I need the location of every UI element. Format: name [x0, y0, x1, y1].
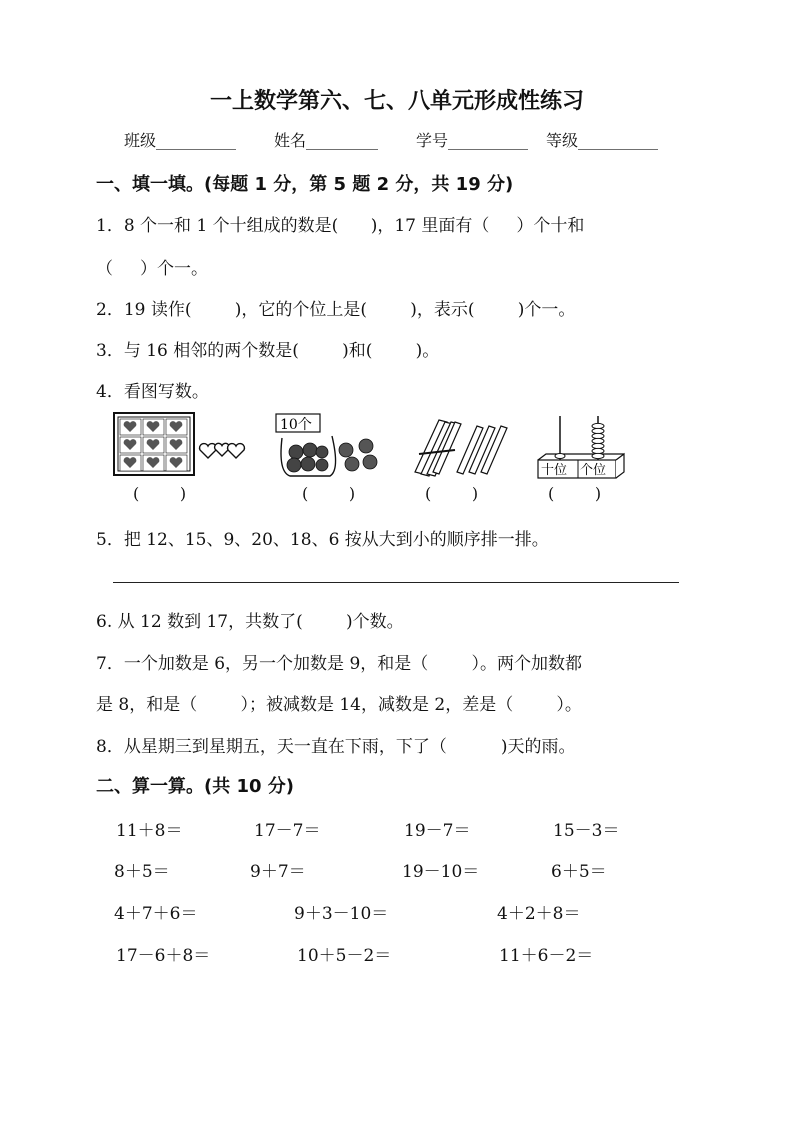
question-1-line1: 1．8 个一和 1 个十组成的数是( )，17 里面有（ ）个十和 [96, 216, 585, 236]
class-field: 班级__________ [124, 131, 237, 150]
calc-item: 6＋5＝ [551, 862, 607, 882]
calc-item: 15－3＝ [553, 821, 620, 841]
calc-item: 11＋6－2＝ [499, 946, 594, 966]
question-7-line2: 是 8，和是（ ）；被减数是 14，减数是 2，差是（ ）。 [96, 695, 582, 715]
calc-item: 17－6＋8＝ [116, 946, 211, 966]
answer-blank-2: ( ) [302, 484, 356, 503]
answer-blank-1: ( ) [133, 484, 187, 503]
calc-item: 17－7＝ [254, 821, 321, 841]
calc-item: 9＋7＝ [250, 862, 306, 882]
bag-label: 10个 [280, 417, 312, 433]
question-4: 4．看图写数。 [96, 382, 209, 402]
ones-place-label: 个位 [580, 463, 607, 478]
calc-item: 11＋8＝ [116, 821, 183, 841]
answer-blank-3: ( ) [425, 484, 479, 503]
section2-heading: 二、算一算。(共 10 分) [96, 776, 295, 797]
question-8: 8．从星期三到星期五，天一直在下雨，下了（ )天的雨。 [96, 737, 576, 757]
question-5: 5．把 12、15、9、20、18、6 按从大到小的顺序排一排。 [96, 530, 549, 550]
page-title: 一上数学第六、七、八单元形成性练习 [209, 89, 584, 114]
section1-heading: 一、填一填。(每题 1 分，第 5 题 2 分，共 19 分) [96, 174, 514, 195]
calc-item: 10＋5－2＝ [297, 946, 392, 966]
abacus-picture [534, 412, 634, 482]
answer-line [113, 582, 679, 583]
calc-item: 9＋3－10＝ [294, 904, 389, 924]
calc-item: 4＋7＋6＝ [114, 904, 198, 924]
tens-place-label: 十位 [541, 463, 568, 478]
question-2: 2．19 读作( )，它的个位上是( )，表示( )个一。 [96, 300, 576, 320]
question-6: 6. 从 12 数到 17，共数了( )个数。 [96, 612, 404, 632]
calc-item: 19－7＝ [404, 821, 471, 841]
question-7-line1: 7．一个加数是 6，另一个加数是 9，和是（ ）。两个加数都 [96, 654, 582, 674]
calc-item: 8＋5＝ [114, 862, 170, 882]
grade-field: 等级__________ [546, 131, 659, 150]
calc-item: 19－10＝ [402, 862, 480, 882]
hearts-box-picture [100, 410, 250, 480]
question-1-line2: （ ）个一。 [96, 259, 209, 279]
name-field: 姓名_________ [274, 131, 379, 150]
answer-blank-4: ( ) [548, 484, 602, 503]
calc-item: 4＋2＋8＝ [497, 904, 581, 924]
bag-of-balls-picture [270, 410, 390, 480]
sticks-picture [405, 414, 525, 478]
id-field: 学号__________ [416, 131, 529, 150]
question-3: 3．与 16 相邻的两个数是( )和( )。 [96, 341, 440, 361]
